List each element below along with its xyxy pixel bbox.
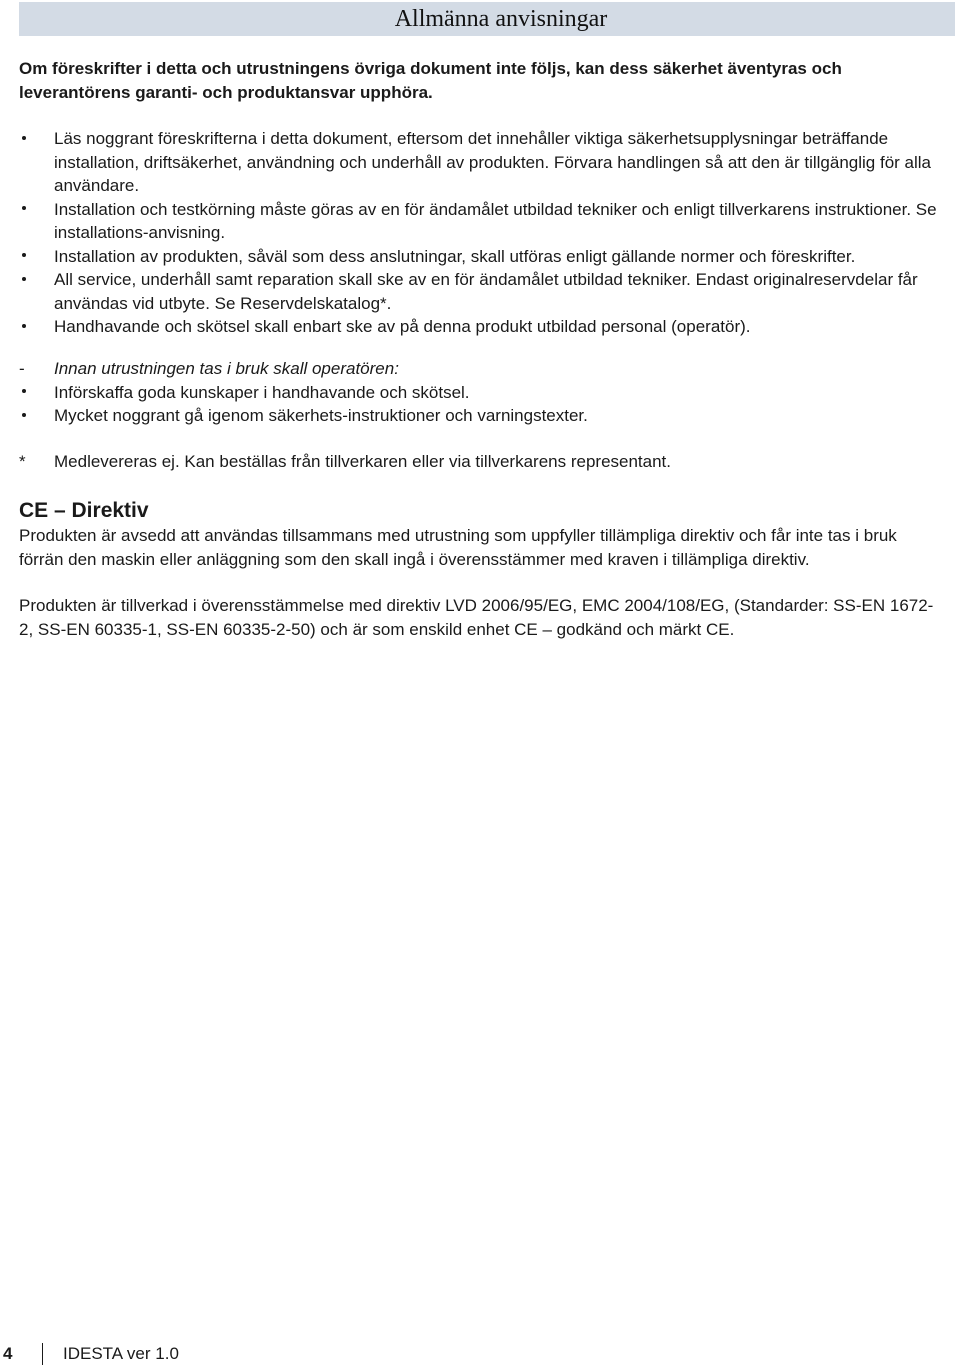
section-header-band bbox=[19, 2, 955, 36]
list-item bbox=[19, 381, 949, 405]
list-item bbox=[19, 127, 949, 198]
list-item bbox=[19, 245, 949, 269]
bullet-icon bbox=[19, 315, 49, 339]
list-item-text: Installation av produkten, såväl som dess anslutningar, skall utföras enligt gällande normer och föreskrifter. bbox=[54, 246, 856, 266]
footnote-asterisk: * bbox=[19, 452, 26, 471]
page-number: 4 bbox=[3, 1344, 13, 1363]
section-title: Allmänna anvisningar bbox=[394, 6, 608, 32]
list-item-text: Mycket noggrant gå igenom säkerhets-instruktioner och varningstexter. bbox=[54, 406, 588, 425]
footer-divider bbox=[42, 1343, 43, 1365]
list-item bbox=[19, 315, 949, 339]
ce-paragraph-2: Produkten är tillverkad i överensstämmelse med direktiv LVD 2006/95/EG, EMC 2004/108/EG, (Standarder: SS-EN 1672-2, SS-EN 60335-1, SS-EN 60335-2-50) och är som enskild enhet CE – godkänd och märkt CE. bbox=[19, 596, 934, 639]
list-item-text: All service, underhåll samt reparation skall ske av en för ändamålet utbildad tekniker. Endast originalreservdelar får användas vid utbyte. Se Reservdelskatalog*. bbox=[54, 270, 918, 313]
ce-heading: CE – Direktiv bbox=[19, 499, 149, 522]
dash-mark: - bbox=[19, 359, 25, 378]
page-footer bbox=[0, 1343, 400, 1367]
list-item-text: Handhavande och skötsel skall enbart ske av på denna produkt utbildad personal (operatör). bbox=[54, 317, 751, 336]
footnote-text: Medlevereras ej. Kan beställas från tillverkaren eller via tillverkarens representant. bbox=[54, 452, 672, 471]
bullet-icon bbox=[19, 198, 49, 222]
list-item-text: Läs noggrant föreskrifterna i detta dokument, eftersom det innehåller viktiga säkerhetsupplysningar beträffande installation, driftsäkerhet, användning och underhåll av produkten. Förvara handlingen så att den är tillgänglig för alla användare. bbox=[54, 129, 931, 195]
list-item bbox=[19, 404, 949, 428]
footnote bbox=[19, 450, 949, 474]
operator-heading bbox=[19, 357, 949, 381]
list-item-text: Installation och testkörning måste göras av en för ändamålet utbildad tekniker och enligt tillverkarens instruktioner. Se installations-anvisning. bbox=[54, 199, 937, 242]
bullet-icon bbox=[19, 245, 49, 269]
bullet-icon bbox=[19, 381, 49, 405]
bullet-icon bbox=[19, 127, 49, 151]
list-item-text: Införskaffa goda kunskaper i handhavande och skötsel. bbox=[54, 382, 470, 402]
list-item bbox=[19, 268, 949, 315]
operator-heading-text: Innan utrustningen tas i bruk skall operatören: bbox=[54, 359, 399, 378]
list-item bbox=[19, 198, 949, 245]
footnote-item bbox=[19, 450, 949, 474]
ce-paragraph-1: Produkten är avsedd att användas tillsammans med utrustning som uppfyller tillämpliga direktiv och får inte tas i bruk förrän den maskin eller anläggning som den skall ingå i överensstämmer med kraven i tillämpliga direktiv. bbox=[19, 526, 897, 569]
intro-warning: Om föreskrifter i detta och utrustningens övriga dokument inte följs, kan dess säkerhet äventyras och leverantörens garanti- och produktansvar upphöra. bbox=[19, 59, 842, 102]
bullet-icon bbox=[19, 404, 49, 428]
bullet-icon bbox=[19, 268, 49, 292]
safety-instructions-list bbox=[19, 127, 949, 339]
operator-requirements-list bbox=[19, 357, 949, 428]
document-version: IDESTA ver 1.0 bbox=[63, 1344, 179, 1363]
